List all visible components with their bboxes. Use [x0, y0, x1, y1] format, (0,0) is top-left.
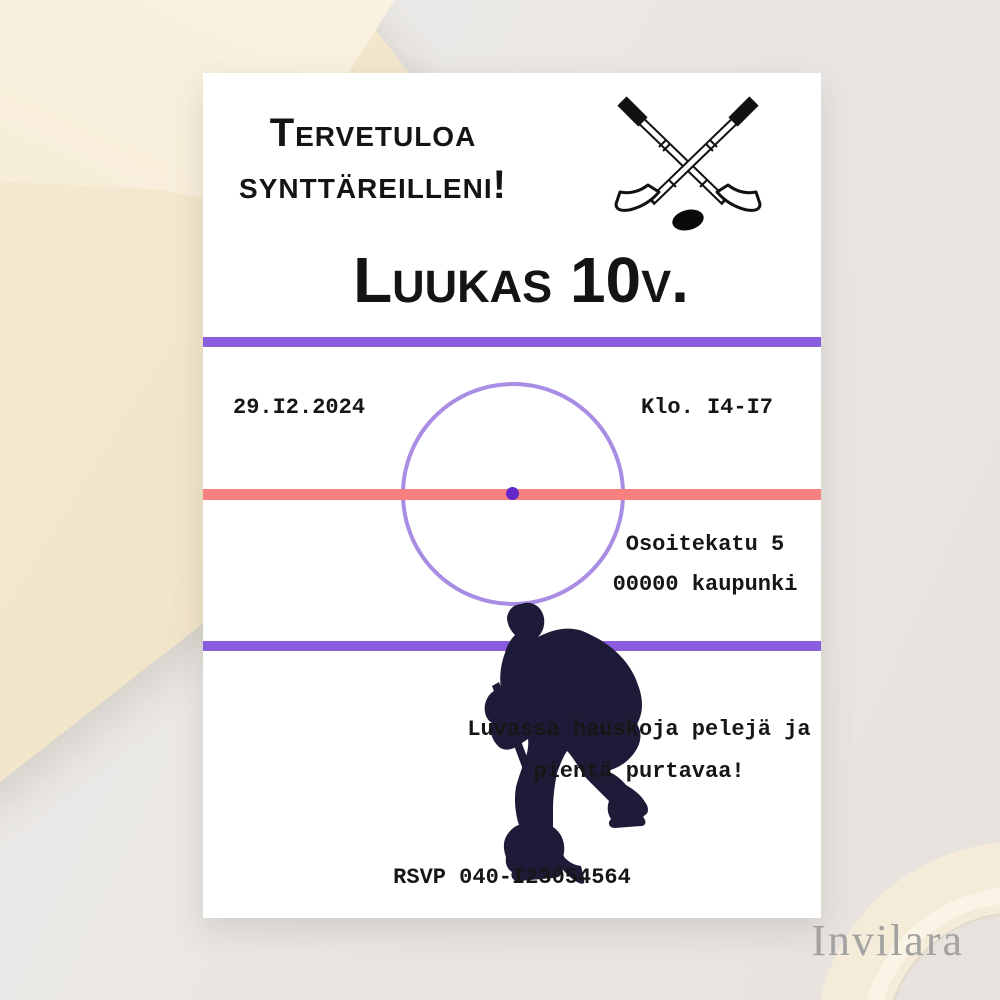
- message-line2: pientä purtavaa!: [533, 759, 745, 784]
- event-time: Klo. I4-I7: [640, 395, 773, 420]
- rsvp-line: RSVP 040-I23054564: [393, 865, 631, 890]
- watermark-text: Invilara: [811, 916, 964, 965]
- header-line2: synttäreilleni!: [239, 163, 507, 207]
- event-date: 29.I2.2024: [233, 395, 366, 420]
- rink-center-dot: [506, 487, 519, 500]
- crossed-hockey-sticks-icon: [603, 89, 773, 239]
- puck-icon: [670, 206, 706, 233]
- address-line1: Osoitekatu 5: [625, 532, 785, 557]
- header-line1: Tervetuloa: [269, 111, 477, 155]
- rink-blue-line-top: [203, 337, 821, 347]
- header: [213, 107, 533, 211]
- birthday-name: Luukas 10v.: [353, 244, 689, 316]
- message-line1: Luvassa hauskoja pelejä ja: [467, 717, 811, 742]
- invitation-card: [203, 73, 821, 918]
- address-line2: 00000 kaupunki: [612, 572, 798, 597]
- event-address: [605, 525, 805, 605]
- event-message: [456, 709, 821, 793]
